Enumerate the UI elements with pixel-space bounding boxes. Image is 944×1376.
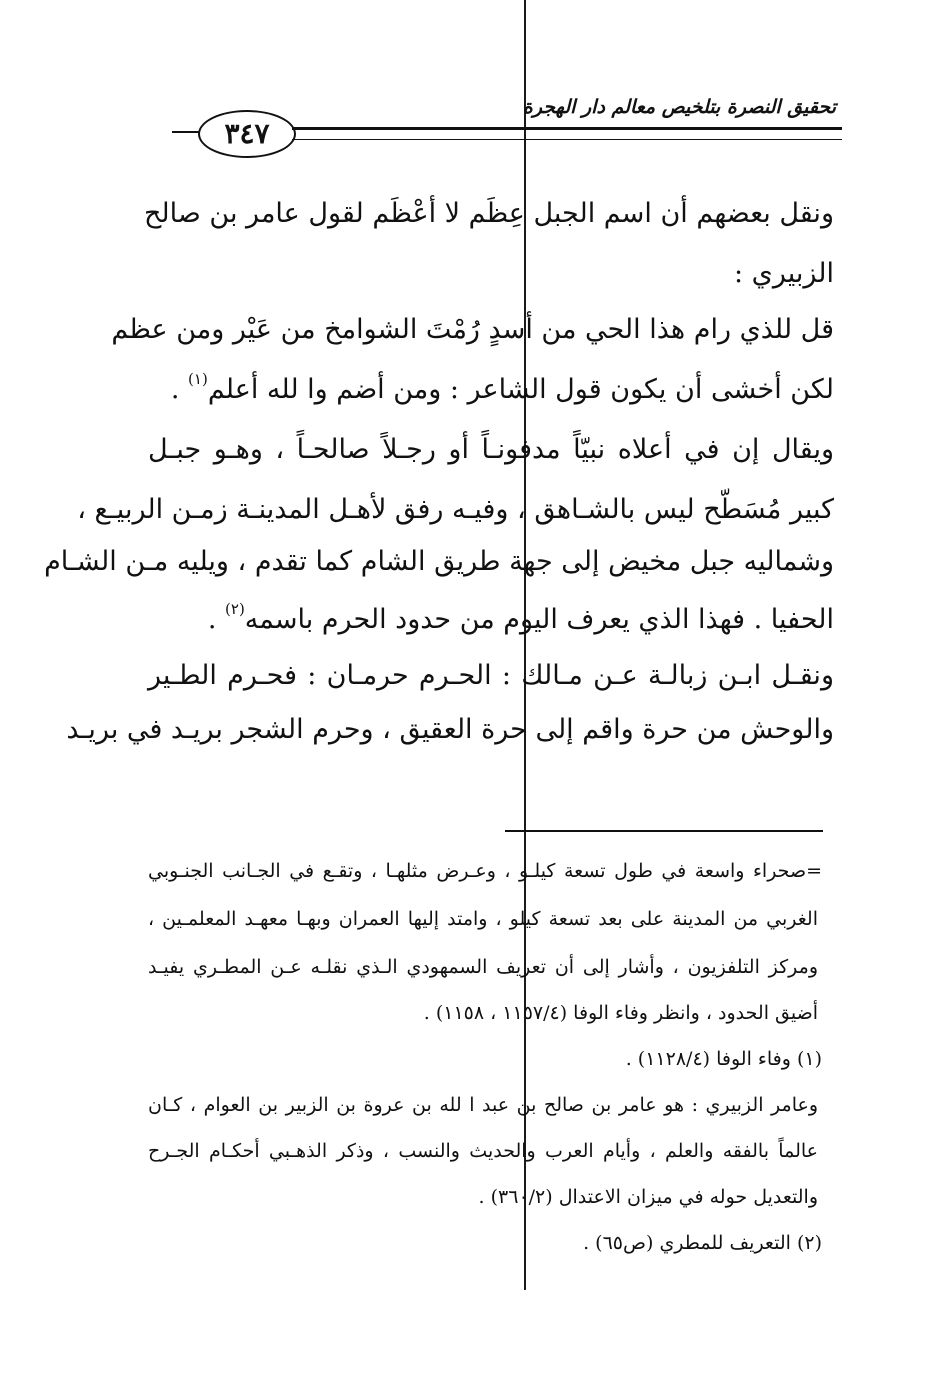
body-line-7: وشماليه جبل مخيض إلى جهة طريق الشام كما تقدم ، ويليه مـن الشـام <box>44 546 834 577</box>
header-double-rule <box>292 127 842 140</box>
body-line-5: ويقال إن في أعلاه نبيّاً مدفونـاً أو رجـلاً صالحـاً ، وهـو جبـل <box>148 434 834 465</box>
poem-verse-line: قل للذي رام هذا الحي من أسدٍ رُمْتَ الشوامخ من عَيْر ومن عظم <box>111 314 834 345</box>
body-line-4-text: لكن أخشى أن يكون قول الشاعر : ومن أضم وا لله أعلم <box>207 374 834 405</box>
body-line-9: ونقـل ابـن زبالـة عـن مـالك : الحـرم حرمـان : فحـرم الطـير <box>148 660 834 691</box>
body-line-10: والوحش من حرة واقم إلى حرة العقيق ، وحرم الشجر بريـد في بريـد <box>66 714 834 745</box>
body-line-1: ونقل بعضهم أن اسم الجبل عِظَم لا أعْظَم لقول عامر بن صالح <box>144 198 834 229</box>
footnote-1-detail-line-2: عالماً بالفقه والعلم ، وأيام العرب والحديث والنسب ، وذكر الذهـبي أحكـام الجـرح <box>148 1140 818 1162</box>
body-line-4: لكن أخشى أن يكون قول الشاعر : ومن أضم وا لله أعلم$^{(١)}$ . <box>170 370 834 405</box>
body-line-6: كبير مُسَطّح ليس بالشـاهق ، وفيـه رفق لأهـل المدينـة زمـن الربيـع ، <box>77 494 834 525</box>
footnote-ref-2: (٢) <box>225 600 245 618</box>
footnote-2-number: (٢) <box>796 1232 822 1254</box>
footnote-2-text: التعريف للمطري (ص٦٥) . <box>583 1232 791 1254</box>
footnote-separator <box>505 830 823 832</box>
footnote-1-number: (١) <box>796 1048 822 1070</box>
body-line-2: الزبيري : <box>734 258 834 289</box>
footnote-1-text: وفاء الوفا (١١٢٨/٤) . <box>625 1048 791 1070</box>
footnote-2 <box>583 1234 822 1253</box>
page-number-badge: ٣٤٧ <box>198 110 296 158</box>
footnote-continuation-line-1: =صحراء واسعة في طول تسعة كيلـو ، وعـرض مثلهـا ، وتقـع في الجـانب الجنـوبي <box>148 860 822 882</box>
body-line-8: الحفيا . فهذا الذي يعرف اليوم من حدود الحرم باسمه$^{(٢)}$ . <box>207 600 834 635</box>
body-line-8-text: الحفيا . فهذا الذي يعرف اليوم من حدود الحرم باسمه <box>244 604 834 635</box>
footnote-continuation-line-4: أضيق الحدود ، وانظر وفاء الوفا (١١٥٧/٤ ، ١١٥٨) . <box>423 1002 818 1024</box>
footnote-ref-1: (١) <box>188 370 208 388</box>
header-rule-stub <box>172 131 200 133</box>
footnote-1 <box>626 1050 822 1069</box>
footnote-continuation-line-3: ومركز التلفزيون ، وأشار إلى أن تعريف السمهودي الـذي نقلـه عـن المطـري يفيـد <box>148 956 818 978</box>
footnote-continuation-line-2: الغربي من المدينة على بعد تسعة كيلو ، وامتد إليها العمران وبهـا معهـد المعلمـين ، <box>148 908 818 930</box>
footnote-1-detail-line-3: والتعديل حوله في ميزان الاعتدال (٣٦٠/٢) . <box>478 1186 818 1208</box>
footnote-1-detail-line-1: وعامر الزبيري : هو عامر بن صالح بن عبد ا لله بن عروة بن الزبير بن العوام ، كـان <box>148 1094 818 1116</box>
running-header-title: تحقيق النصرة بتلخيص معالم دار الهجرة <box>522 96 836 118</box>
